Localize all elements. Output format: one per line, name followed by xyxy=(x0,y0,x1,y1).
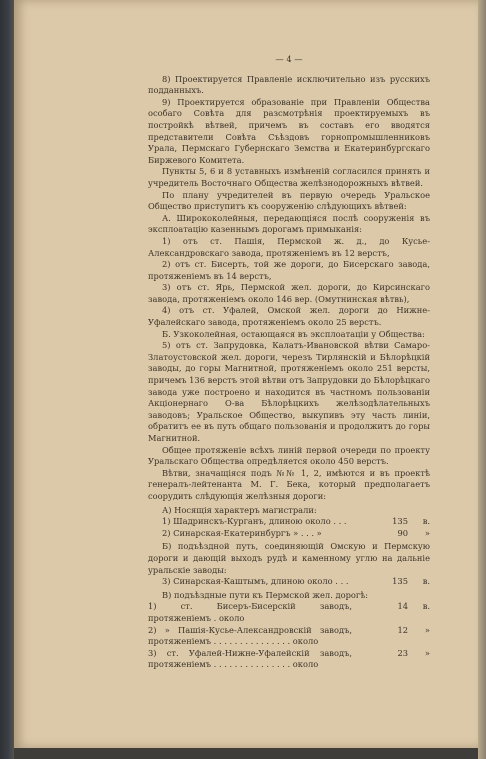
list-a-heading: А) Носящія характеръ магистрали: xyxy=(162,504,317,515)
branch-3: 3) отъ ст. Ярь, Пермской жел. дороги, до Кирсинскаго завода, протяженіемъ около 146 вер. (Омутнинская вѣтвь), xyxy=(148,282,430,304)
list-item: 2) Синарская-Екатеринбургъ » . . . » 90 » xyxy=(162,527,430,538)
list-item: 3) ст. Уфалей-Нижне-Уфалейскій заводъ, протяженіемъ . . . . . . . . . . . . . . . около 23 » xyxy=(148,647,430,670)
paragraph-8: 8) Проектируется Правленіе исключительно изъ русскихъ подданныхъ. xyxy=(148,73,430,96)
list-b-heading: Б) подъѣздной путь, соединяющій Омскую и Пермскую дороги и дающій выходъ рудѣ и каменному углю на дальніе уральскіе заводы: xyxy=(148,541,430,575)
branch-2: 2) отъ ст. Бисерть, той же дороги, до Бисерскаго завода, протяженіемъ въ 14 верстъ, xyxy=(148,259,430,281)
list-item: 1) Шадринскъ-Курганъ, длиною около . . . 135 в. xyxy=(162,516,430,527)
page-text xyxy=(148,54,430,671)
page-number: — 4 — xyxy=(275,54,303,64)
list-v-heading: В) подъѣздные пути къ Пермской жел. дорогѣ: xyxy=(162,589,369,600)
paragraph-bek-project: Вѣтви, значащіяся подъ №№ 1, 2, имѣются и въ проектѣ генералъ-лейтенанта М. Г. Бека, который предполагаетъ соорудить слѣдующія желѣзныя дороги: xyxy=(148,467,430,501)
list-item: 1) ст. Бисеръ-Бисерскій заводъ, протяженіемъ . около 14 в. xyxy=(148,601,430,623)
list-item: 3) Синарская-Каштымъ, длиною около . . . 135 в. xyxy=(162,576,430,587)
section-a-heading: А. Ширококолейныя, передающіяся послѣ сооруженія въ эксплоатацію казеннымъ дорогамъ примыканія: xyxy=(148,212,430,235)
branch-1: 1) отъ ст. Пашія, Пермской ж. д., до Кусье-Александровскаго завода, протяженіемъ въ 12 верстъ, xyxy=(148,235,430,258)
paragraph-points: Пункты 5, 6 и 8 уставныхъ измѣненій согласился принять и учредитель Восточнаго Общества желѣзнодорожныхъ вѣтвей. xyxy=(148,166,430,188)
branch-4: 4) отъ ст. Уфалей, Омской жел. дороги до Нижне-Уфалейскаго завода, протяженіемъ около 25 верстъ. xyxy=(148,305,430,328)
section-b-heading: Б. Узкоколейная, остающаяся въ эксплоатаціи у Общества: xyxy=(162,328,425,339)
list-item: 2) » Пашія-Кусье-Александровскій заводъ, протяженіемъ . . . . . . . . . . . . . . . около 12 » xyxy=(148,624,430,647)
book-bottom-edge xyxy=(14,748,478,759)
paragraph-plan: По плану учредителей въ первую очередь Уральское Общество приступитъ къ сооруженію слѣдующихъ вѣтвей: xyxy=(148,189,430,212)
paragraph-total-length: Общее протяженіе всѣхъ линій первой очереди по проекту Уральскаго Общества опредѣляется около 450 верстъ. xyxy=(148,444,430,467)
branch-5: 5) отъ ст. Запрудовка, Калатъ-Ивановской вѣтви Самаро-Златоустовской жел. дороги, черезъ Тирлянскій и Бѣлорѣцкій заводы, до горы Магнитной, протяженіемъ около 251 версты, причемъ 136 верстъ этой вѣтви отъ Запрудовки до Бѣлорѣцкаго завода уже построено и находится въ частномъ пользованіи Акціонернаго О-ва Бѣлорѣцкихъ желѣзодѣлательныхъ заводовъ; Уральское Общество, выкупивъ эту часть линіи, обратитъ ее въ путь общаго пользованія и продолжитъ до горы Магнитной. xyxy=(148,340,430,443)
paragraph-9: 9) Проектируется образованіе при Правленіи Общества особаго Совѣта для разсмотрѣнія проектируемыхъ въ постройкѣ вѣтвей, причемъ въ составъ его вводятся представители Совѣта Съѣздовъ горнопромышленниковъ Урала, Пермскаго Губернскаго Земства и Екатеринбургскаго Биржевого Комитета. xyxy=(148,96,430,165)
page-edge xyxy=(478,0,486,759)
book-spine xyxy=(0,0,14,759)
